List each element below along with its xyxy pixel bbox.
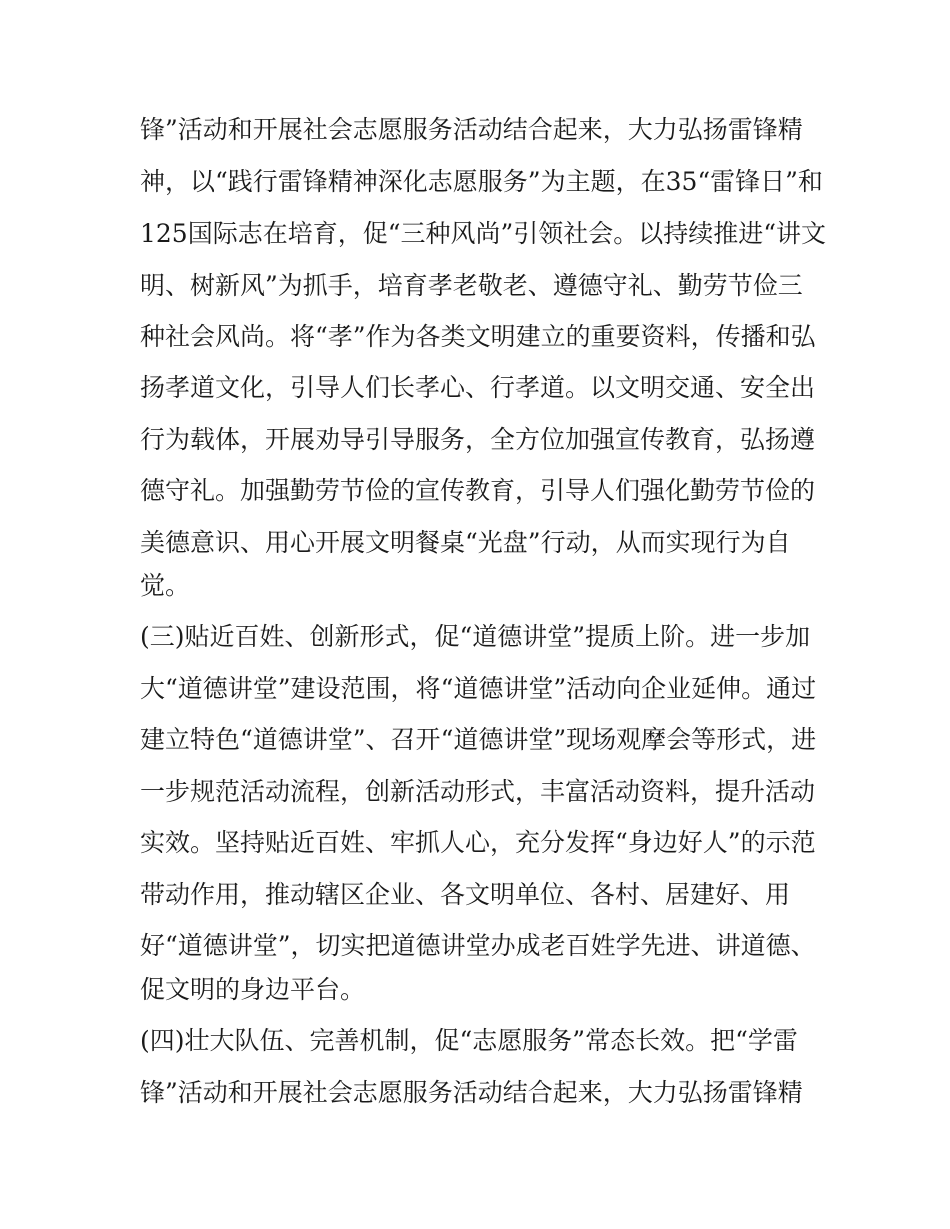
text-line: 明、树新风”为抓手，培育孝老敬老、遵德守礼、勤劳节俭三 — [140, 271, 803, 300]
text-line: 德守礼。加强勤劳节俭的宣传教育，引导人们强化勤劳节俭的 — [140, 476, 816, 505]
text-line: 大“道德讲堂”建设范围，将“道德讲堂”活动向企业延伸。通过 — [140, 674, 817, 703]
text-line: 神，以“践行雷锋精神深化志愿服务”为主题，在35“雷锋日”和 — [140, 167, 823, 196]
text-line: (三)贴近百姓、创新形式，促“道德讲堂”提质上阶。进一步加 — [140, 622, 811, 651]
text-line: (四)壮大队伍、完善机制，促“志愿服务”常态长效。把“学雷 — [140, 1026, 798, 1055]
text-line: 125国际志在培育，促“三种风尚”引领社会。以持续推进“讲文 — [140, 219, 827, 248]
text-line: 锋”活动和开展社会志愿服务活动结合起来，大力弘扬雷锋精 — [140, 115, 803, 144]
text-line: 带动作用，推动辖区企业、各文明单位、各村、居建好、用 — [140, 880, 791, 909]
text-line: 美德意识、用心开展文明餐桌“光盘”行动，从而实现行为自 — [140, 528, 791, 557]
text-line: 锋”活动和开展社会志愿服务活动结合起来，大力弘扬雷锋精 — [140, 1078, 803, 1107]
text-line: 实效。坚持贴近百姓、牢抓人心，充分发挥“身边好人”的示范 — [140, 828, 816, 857]
text-line: 建立特色“道德讲堂”、召开“道德讲堂”现场观摩会等形式，进 — [140, 725, 817, 754]
text-line: 好“道德讲堂”，切实把道德讲堂办成老百姓学先进、讲道德、 — [140, 931, 816, 960]
text-line: 一步规范活动流程，创新活动形式，丰富活动资料，提升活动 — [140, 777, 816, 806]
text-line: 行为载体，开展劝导引导服务，全方位加强宣传教育，弘扬遵 — [140, 425, 816, 454]
text-line: 扬孝道文化，引导人们长孝心、行孝道。以文明交通、安全出 — [140, 373, 816, 402]
text-line: 种社会风尚。将“孝”作为各类文明建立的重要资料，传播和弘 — [140, 322, 816, 351]
text-line: 促文明的身边平台。 — [140, 975, 366, 1004]
text-line: 觉。 — [140, 571, 191, 600]
